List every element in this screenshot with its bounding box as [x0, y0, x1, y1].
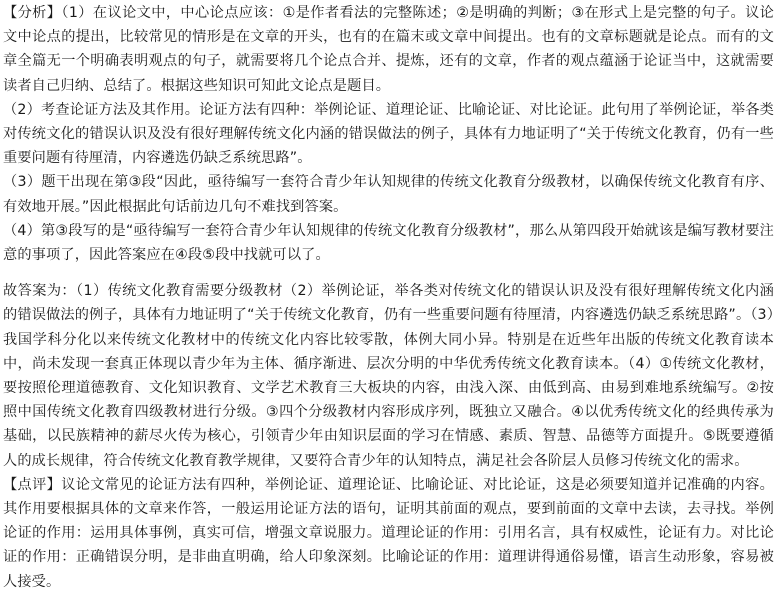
answer-paragraph: 故答案为：（1）传统文化教育需要分级教材（2）举例论证，举各类对传统文化的错误认识及没有很好理解传统文化内涵的错误做法的例子，具体有力地证明了“关于传统文化教育，仍有一些重要问题有待厘清，内容遴选仍缺乏系统思路”。（3）我国学科分化以来传统文化教材中的传统文化内容比较零散，体例大同小异。特别是在近些年出版的传统文化教育读本中，尚未发现一套真正体现以青少年为主体、循序渐进、层次分明的中华优秀传统文化教育读本。（4）①传统文化教材，要按照伦理道德教育、文化知识教育、文学艺术教育三大板块的内容，由浅入深、由低到高、由易到难地系统编写。②按照中国传统文化教育四级教材进行分级。③四个分级教材内容形成序列，既独立又融合。④以优秀传统文化的经典传承为基础，以民族精神的薪尽火传为核心，引领青少年由知识层面的学习在情感、素质、智慧、品德等方面提升。⑤既要遵循人的成长规律，符合传统文化教育教学规律，又要符合青少年的认知特点，满足社会各阶层人员修习传统文化的需求。 [3, 283, 774, 469]
section-gap [3, 267, 774, 279]
analysis-tag: 【分析】 [3, 5, 62, 21]
analysis-point-1-text: （1）在议论文中，中心论点应该：①是作者看法的完整陈述；②是明确的判断；③在形式上是完整的句子。议论文中论点的提出，比较常见的情形是在文章的开头，也有的在篇末或文章中间提出。也有的文章标题就是论点。而有的文章全篇无一个明确表明观点的句子，就需要将几个论点合并、提炼，还有的文章，作者的观点蕴涵于论证当中，这就需要读者自己归纳、总结了。根据这些知识可知此文论点是题目。 [3, 5, 774, 94]
comment-tag: 【点评】 [3, 476, 62, 493]
analysis-paragraph-4: （4）第③段写的是“亟待编写一套符合青少年认知规律的传统文化教育分级教材”，那么从第四段开始就该是编写教材要注意的事项了，因此答案应在④段⑤段中找就可以了。 [3, 222, 774, 264]
analysis-paragraph-1 [3, 1, 774, 98]
analysis-paragraph-2: （2）考查论证方法及其作用。论证方法有四种：举例论证、道理论证、比喻论证、对比论证。此句用了举例论证，举各类对传统文化的错误认识及没有很好理解传统文化内涵的错误做法的例子，具体有力地证明了“关于传统文化教育，仍有一些重要问题有待厘清，内容遴选仍缺乏系统思路”。 [3, 101, 774, 167]
comment-paragraph [3, 473, 774, 594]
analysis-paragraph-3: （3）题干出现在第③段“因此，亟待编写一套符合青少年认知规律的传统文化教育分级教材，以确保传统文化教育有序、有效地开展。”因此根据此句话前边几句不难找到答案。 [3, 174, 774, 215]
comment-text: 议论文常见的论证方法有四种，举例论证、道理论证、比喻论证、对比论证，这是必须要知道并记准确的内容。其作用要根据具体的文章来作答，一般运用论证方法的语句，证明其前面的观点，要到前面的文章中去读，去寻找。举例论证的作用：运用具体事例，真实可信，增强文章说服力。道理论证的作用：引用名言，具有权威性，论证有力。对比论证的作用：正确错误分明，是非曲直明确，给人印象深刻。比喻论证的作用：道理讲得通俗易懂，语言生动形象，容易被人接受。 [3, 476, 775, 590]
